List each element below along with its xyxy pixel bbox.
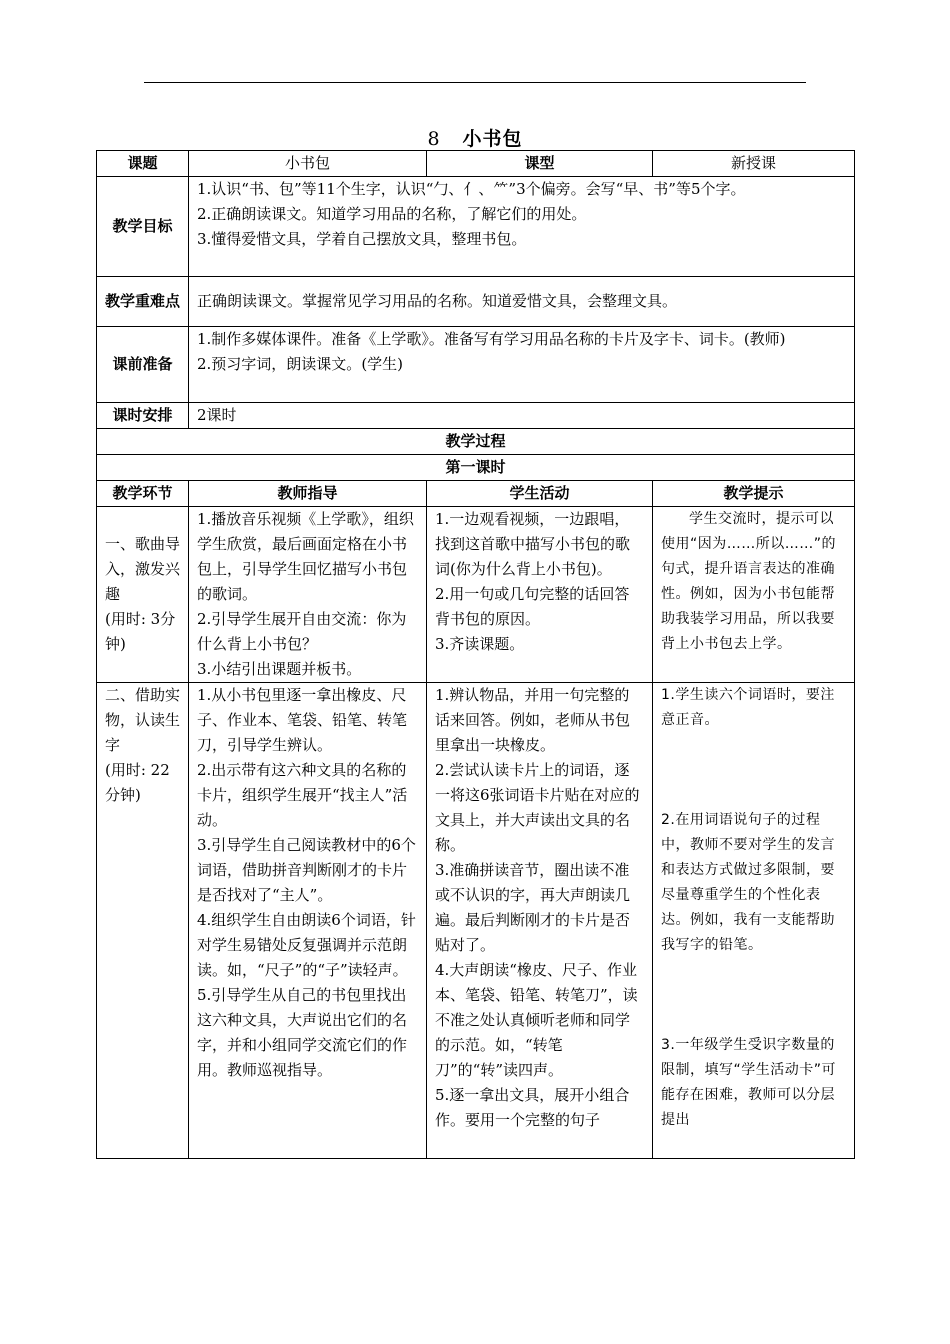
lesson-plan-table [96, 150, 855, 1159]
prep-label: 课前准备 [97, 327, 189, 403]
key-row [97, 277, 855, 327]
student-item: 3.齐读课题。 [435, 635, 525, 653]
process-title: 教学过程 [97, 429, 855, 455]
teacher-cell [189, 507, 427, 683]
columns-row [97, 481, 855, 507]
student-cell [427, 683, 653, 1159]
key-value: 正确朗读课文。掌握常见学习用品的名称。知道爱惜文具，会整理文具。 [189, 277, 855, 327]
student-item: 4.大声朗读“橡皮、尺子、作业本、笔袋、铅笔、转笔刀”，读不准之处认真倾听老师和同学的示范。如，“转笔刀”的“转”读四声。 [435, 961, 638, 1079]
goals-row [97, 177, 855, 277]
tip-item: 1.学生读六个词语时，要注意正音。 [661, 687, 835, 728]
teacher-item: 2.引导学生展开自由交流：你为什么背上小书包？ [197, 610, 407, 653]
student-item: 2.用一句或几句完整的话回答背书包的原因。 [435, 585, 630, 628]
process-step-row [97, 507, 855, 683]
tips-cell [653, 507, 855, 683]
column-header: 教学提示 [653, 481, 855, 507]
student-item: 1.一边观看视频，一边跟唱，找到这首歌中描写小书包的歌词(你为什么背上小书包)。 [435, 510, 631, 578]
teacher-item: 5.引导学生从自己的书包里找出这六种文具，大声说出它们的名字，并和小组同学交流它们的作用。教师巡视指导。 [197, 986, 408, 1079]
teacher-item: 1.播放音乐视频《上学歌》，组织学生欣赏，最后画面定格在小书包上，引导学生回忆描写小书包的歌词。 [197, 510, 414, 603]
teacher-item: 3.引导学生自己阅读教材中的6个词语，借助拼音判断刚才的卡片是否找对了“主人”。 [197, 836, 416, 904]
teacher-item: 3.小结引出课题并板书。 [197, 660, 362, 678]
hours-row [97, 403, 855, 429]
teacher-item: 1.从小书包里逐一拿出橡皮、尺子、作业本、笔袋、铅笔、转笔刀，引导学生辨认。 [197, 686, 408, 754]
key-label: 教学重难点 [97, 277, 189, 327]
teacher-cell [189, 683, 427, 1159]
lesson-number: 8 [427, 128, 441, 150]
process-row [97, 429, 855, 455]
teacher-item: 2.出示带有这六种文具的名称的卡片，组织学生展开“找主人”活动。 [197, 761, 408, 829]
topic-label: 课题 [97, 151, 189, 177]
student-item: 2.尝试认读卡片上的词语，逐一将这6张词语卡片贴在对应的文具上，并大声读出文具的名称。 [435, 761, 640, 854]
hours-label: 课时安排 [97, 403, 189, 429]
lesson-row [97, 455, 855, 481]
stage-name: 二、借助实物，认读生字 [105, 686, 181, 754]
stage-time: (用时: 22分钟) [105, 761, 170, 804]
lesson-title: 小书包 [462, 128, 523, 150]
stage-cell [97, 507, 189, 683]
stage-cell [97, 683, 189, 1159]
stage-name: 一、歌曲导入，激发兴趣 [105, 535, 181, 603]
stage-time: (用时: 3分钟) [105, 610, 176, 653]
teacher-item: 4.组织学生自由朗读6个词语，针对学生易错处反复强调并示范朗读。如，“尺子”的“子”读轻声。 [197, 911, 416, 979]
column-header: 学生活动 [427, 481, 653, 507]
topic-row [97, 151, 855, 177]
goals-label: 教学目标 [97, 177, 189, 277]
student-item: 5.逐一拿出文具，展开小组合作。要用一个完整的句子 [435, 1086, 630, 1129]
topic-value: 小书包 [189, 151, 427, 177]
goal-item: 1.认识“书、包”等11个生字，认识“勹、亻、⺮”3个偏旁。会写“早、书”等5个字。 [197, 180, 746, 198]
column-header: 教学环节 [97, 481, 189, 507]
student-cell [427, 507, 653, 683]
goal-item: 2.正确朗读课文。知道学习用品的名称，了解它们的用处。 [197, 205, 587, 223]
prep-item: 1.制作多媒体课件。准备《上学歌》。准备写有学习用品名称的卡片及字卡、词卡。(教师) [197, 330, 786, 348]
student-item: 3.准确拼读音节，圈出读不准或不认识的字，再大声朗读几遍。最后判断刚才的卡片是否贴对了。 [435, 861, 631, 954]
lesson-title-cell: 第一课时 [97, 455, 855, 481]
column-header: 教师指导 [189, 481, 427, 507]
tip-item: 学生交流时，提示可以使用“因为……所以……”的句式，提升语言表达的准确性。例如，因为小书包能帮助我装学习用品，所以我要背上小书包去上学。 [661, 511, 837, 652]
process-step-row [97, 683, 855, 1159]
page-title [0, 124, 950, 151]
hours-value: 2课时 [189, 403, 855, 429]
tip-item: 3.一年级学生受识字数量的限制，填写“学生活动卡”可能存在困难，教师可以分层提出 [661, 1037, 837, 1128]
goals-cell [189, 177, 855, 277]
tip-item: 2.在用词语说句子的过程中，教师不要对学生的发言和表达方式做过多限制，要尽量尊重学生的个性化表达。例如，我有一支能帮助我写字的铅笔。 [661, 812, 835, 953]
prep-item: 2.预习字词，朗读课文。(学生) [197, 355, 404, 373]
header-rule [144, 82, 806, 83]
prep-row [97, 327, 855, 403]
type-value: 新授课 [653, 151, 855, 177]
goal-item: 3.懂得爱惜文具，学着自己摆放文具，整理书包。 [197, 230, 527, 248]
type-label: 课型 [427, 151, 653, 177]
student-item: 1.辨认物品，并用一句完整的话来回答。例如，老师从书包里拿出一块橡皮。 [435, 686, 631, 754]
prep-cell [189, 327, 855, 403]
tips-cell [653, 683, 855, 1159]
